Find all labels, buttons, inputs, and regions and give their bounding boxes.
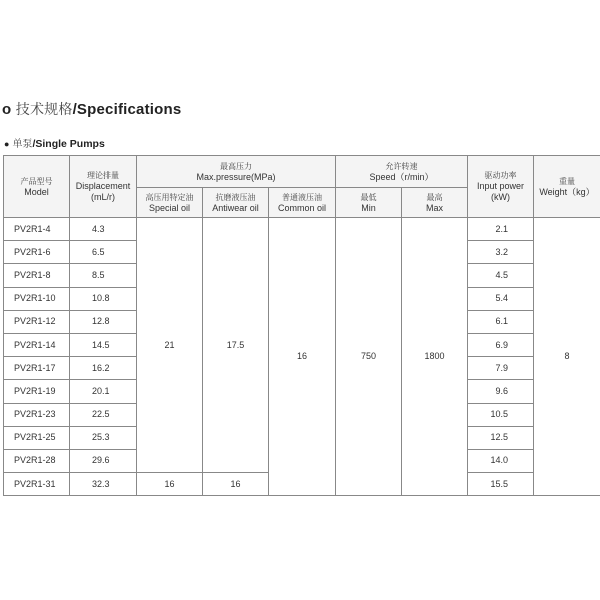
cell-speed-min: 750 bbox=[336, 218, 402, 496]
cell-displacement: 16.2 bbox=[70, 357, 137, 380]
title-en: /Specifications bbox=[72, 101, 182, 118]
cell-input-power: 3.2 bbox=[468, 241, 534, 264]
subtitle-en: /Single Pumps bbox=[32, 138, 105, 150]
cell-model: PV2R1-28 bbox=[4, 449, 70, 472]
cell-displacement: 32.3 bbox=[70, 473, 137, 496]
subtitle-cn: 单泵 bbox=[12, 139, 33, 150]
header-max-pressure-en: Max.pressure(MPa) bbox=[196, 171, 276, 182]
cell-displacement: 8.5 bbox=[70, 264, 137, 287]
specifications-table bbox=[3, 155, 600, 496]
cell-special-oil: 16 bbox=[137, 473, 203, 496]
cell-model: PV2R1-17 bbox=[4, 357, 70, 380]
header-speed-min bbox=[336, 188, 402, 218]
cell-model: PV2R1-8 bbox=[4, 264, 70, 287]
cell-input-power: 4.5 bbox=[468, 264, 534, 287]
header-common-oil bbox=[269, 188, 336, 218]
cell-speed-max: 1800 bbox=[402, 218, 468, 496]
header-speed-max-cn: 最高 bbox=[426, 192, 443, 202]
header-weight-en: Weight（kg） bbox=[539, 186, 595, 197]
cell-input-power: 7.9 bbox=[468, 357, 534, 380]
cell-common-oil: 16 bbox=[269, 218, 336, 496]
header-special-oil-cn: 高压用特定油 bbox=[145, 192, 194, 202]
cell-special-oil: 21 bbox=[137, 218, 203, 473]
header-antiwear-oil-en: Antiwear oil bbox=[212, 202, 259, 213]
cell-input-power: 6.1 bbox=[468, 310, 534, 333]
cell-model: PV2R1-12 bbox=[4, 310, 70, 333]
cell-model: PV2R1-4 bbox=[4, 218, 70, 241]
cell-weight: 8 bbox=[534, 218, 600, 496]
page-title bbox=[2, 99, 181, 119]
cell-displacement: 14.5 bbox=[70, 333, 137, 356]
header-speed-max-en: Max bbox=[426, 202, 444, 213]
cell-input-power: 9.6 bbox=[468, 380, 534, 403]
header-antiwear-oil-cn: 抗磨液压油 bbox=[215, 192, 256, 202]
header-model-en: Model bbox=[24, 186, 49, 197]
header-max-pressure bbox=[137, 156, 336, 188]
header-model bbox=[4, 156, 70, 218]
cell-displacement: 4.3 bbox=[70, 218, 137, 241]
header-speed bbox=[336, 156, 468, 188]
header-weight-cn: 重量 bbox=[559, 176, 576, 186]
cell-displacement: 22.5 bbox=[70, 403, 137, 426]
cell-model: PV2R1-10 bbox=[4, 287, 70, 310]
header-special-oil-en: Special oil bbox=[148, 202, 191, 213]
cell-displacement: 29.6 bbox=[70, 449, 137, 472]
cell-input-power: 6.9 bbox=[468, 333, 534, 356]
header-input-power-en: Input power bbox=[477, 181, 525, 191]
cell-model: PV2R1-14 bbox=[4, 333, 70, 356]
bullet-icon: ● bbox=[4, 139, 10, 149]
header-antiwear-oil bbox=[203, 188, 269, 218]
cell-model: PV2R1-25 bbox=[4, 426, 70, 449]
header-speed-max bbox=[402, 188, 468, 218]
header-displacement-unit: (mL/r) bbox=[91, 192, 115, 202]
cell-model: PV2R1-23 bbox=[4, 403, 70, 426]
table-row bbox=[4, 218, 600, 241]
header-input-power bbox=[468, 156, 534, 218]
header-common-oil-en: Common oil bbox=[278, 202, 327, 213]
cell-antiwear-oil: 16 bbox=[203, 473, 269, 496]
header-common-oil-cn: 普通液压油 bbox=[282, 192, 322, 202]
title-prefix: o bbox=[2, 101, 12, 118]
header-input-power-cn: 驱动功率 bbox=[484, 171, 517, 180]
header-speed-en: Speed（r/min） bbox=[369, 171, 434, 182]
cell-displacement: 25.3 bbox=[70, 426, 137, 449]
cell-displacement: 6.5 bbox=[70, 241, 137, 264]
cell-input-power: 15.5 bbox=[468, 473, 534, 496]
header-special-oil bbox=[137, 188, 203, 218]
header-speed-cn: 允许转速 bbox=[385, 161, 418, 171]
header-max-pressure-cn: 最高压力 bbox=[220, 161, 252, 171]
cell-displacement: 20.1 bbox=[70, 380, 137, 403]
cell-input-power: 12.5 bbox=[468, 426, 534, 449]
cell-model: PV2R1-31 bbox=[4, 473, 70, 496]
header-speed-min-en: Min bbox=[361, 202, 376, 213]
cell-input-power: 2.1 bbox=[468, 218, 534, 241]
header-weight bbox=[534, 156, 600, 218]
cell-model: PV2R1-19 bbox=[4, 380, 70, 403]
header-displacement-cn: 理论排量 bbox=[87, 171, 119, 180]
header-input-power-unit: (kW) bbox=[491, 192, 511, 202]
cell-input-power: 14.0 bbox=[468, 449, 534, 472]
cell-antiwear-oil: 17.5 bbox=[203, 218, 269, 473]
cell-model: PV2R1-6 bbox=[4, 241, 70, 264]
header-displacement-en: Displacement bbox=[75, 181, 131, 191]
cell-displacement: 12.8 bbox=[70, 310, 137, 333]
cell-input-power: 10.5 bbox=[468, 403, 534, 426]
header-model-cn: 产品型号 bbox=[20, 176, 53, 186]
cell-displacement: 10.8 bbox=[70, 287, 137, 310]
title-cn: 技术规格 bbox=[15, 102, 73, 118]
header-speed-min-cn: 最低 bbox=[360, 192, 377, 202]
header-displacement bbox=[70, 156, 137, 218]
cell-input-power: 5.4 bbox=[468, 287, 534, 310]
section-subtitle bbox=[4, 135, 105, 150]
